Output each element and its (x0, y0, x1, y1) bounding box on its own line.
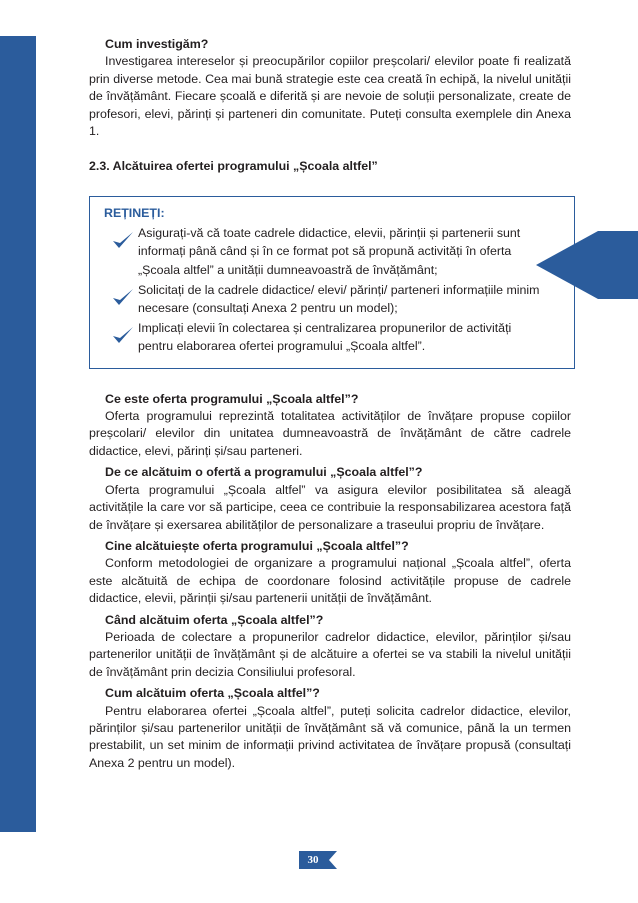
reminder-item (104, 224, 560, 279)
reminder-title: REȚINEȚI: (104, 205, 165, 220)
qa-question: Când alcătuim oferta „Școala altfel”? (105, 612, 324, 627)
page-number: 30 (307, 854, 319, 866)
checkmark-icon (112, 287, 134, 307)
reminder-item (104, 281, 560, 317)
reminder-item (104, 319, 560, 355)
reminder-item-text: Solicitați de la cadrele didactice/ elevi/ părinți/ parteneri informațiile minim necesare (consultați Anexa 2 pentru un model); (138, 282, 540, 316)
reminder-box (89, 196, 575, 369)
qa-answer: Perioada de colectare a propunerilor cadrelor didactice, elevilor, părinților și/sau partenerilor unității de învățământ și de alcătuire a ofertei se va stabili la nivelul unității de învățământ prin decizia Consiliului profesoral. (89, 629, 571, 679)
intro-question: Cum investigăm? (105, 37, 209, 51)
qa-question: Cine alcătuiește oferta programului „Școala altfel”? (105, 538, 409, 553)
intro-text: Investigarea intereselor și preocupărilor copiilor preșcolari/ elevilor poate fi realizată prin diverse metode. Cea mai bună strategie este cea creată în echipă, la nivelul unității de învățământ. Fiecare școală e diferită și are nevoie de soluții personalizate, create de profesori, elevi, părinți și parteneri din comunitate. Puteți consulta exemplele din Anexa 1. (89, 54, 571, 139)
reminder-item-text: Asigurați-vă că toate cadrele didactice, elevii, părinții și partenerii sunt informați până când și în ce format pot să propună activități în oferta „Școala altfel” a unității dumneavoastră de învățământ; (138, 226, 521, 277)
page-number-badge (299, 851, 337, 869)
qa-question: Cum alcătuim oferta „Școala altfel”? (105, 686, 320, 701)
qa-answer: Conform metodologiei de organizare a programului național „Școala altfel”, oferta este alcătuită de echipa de coordonare folosind activitățile propuse de cadrele didactice, elevii, părinții și/sau partenerii unității de învățământ. (89, 556, 571, 606)
qa-answer: Pentru elaborarea ofertei „Școala altfel”, puteți solicita cadrelor didactice, elevilor, părinților și/sau partenerilor unității de învățământ să vă comunice, până la un termen prestabilit, un set minim de informații privind activitatea de învățare propusă (consultați Anexa 2 pentru un model). (89, 703, 571, 770)
qa-answer: Oferta programului „Școala altfel” va asigura elevilor posibilitatea să aleagă activitățile la care vor să participe, ceea ce contribuie la responsabilizarea acestora față de învățare și exersarea abilităților de personalizare a traseului propriu de învățare. (89, 482, 571, 532)
page-content (89, 36, 571, 776)
checkmark-icon (112, 230, 134, 250)
left-margin-bar (0, 36, 36, 832)
qa-question: Ce este oferta programului „Școala altfel”? (105, 391, 359, 406)
section-title: 2.3. Alcătuirea ofertei programului „Școala altfel” (89, 159, 378, 174)
checkmark-icon (112, 325, 134, 345)
reminder-item-text: Implicați elevii în colectarea și centralizarea propunerilor de activități pentru elaborarea ofertei programului „Școala altfel”. (138, 321, 512, 354)
qa-answer: Oferta programului reprezintă totalitatea activităților de învățare propuse copiilor preșcolari/ elevilor din unitatea dumneavoastră de învățământ de către cadrele didactice, elevi, părinți și/sau parteneri. (89, 409, 571, 458)
qa-question: De ce alcătuim o ofertă a programului „Școala altfel”? (105, 465, 423, 480)
